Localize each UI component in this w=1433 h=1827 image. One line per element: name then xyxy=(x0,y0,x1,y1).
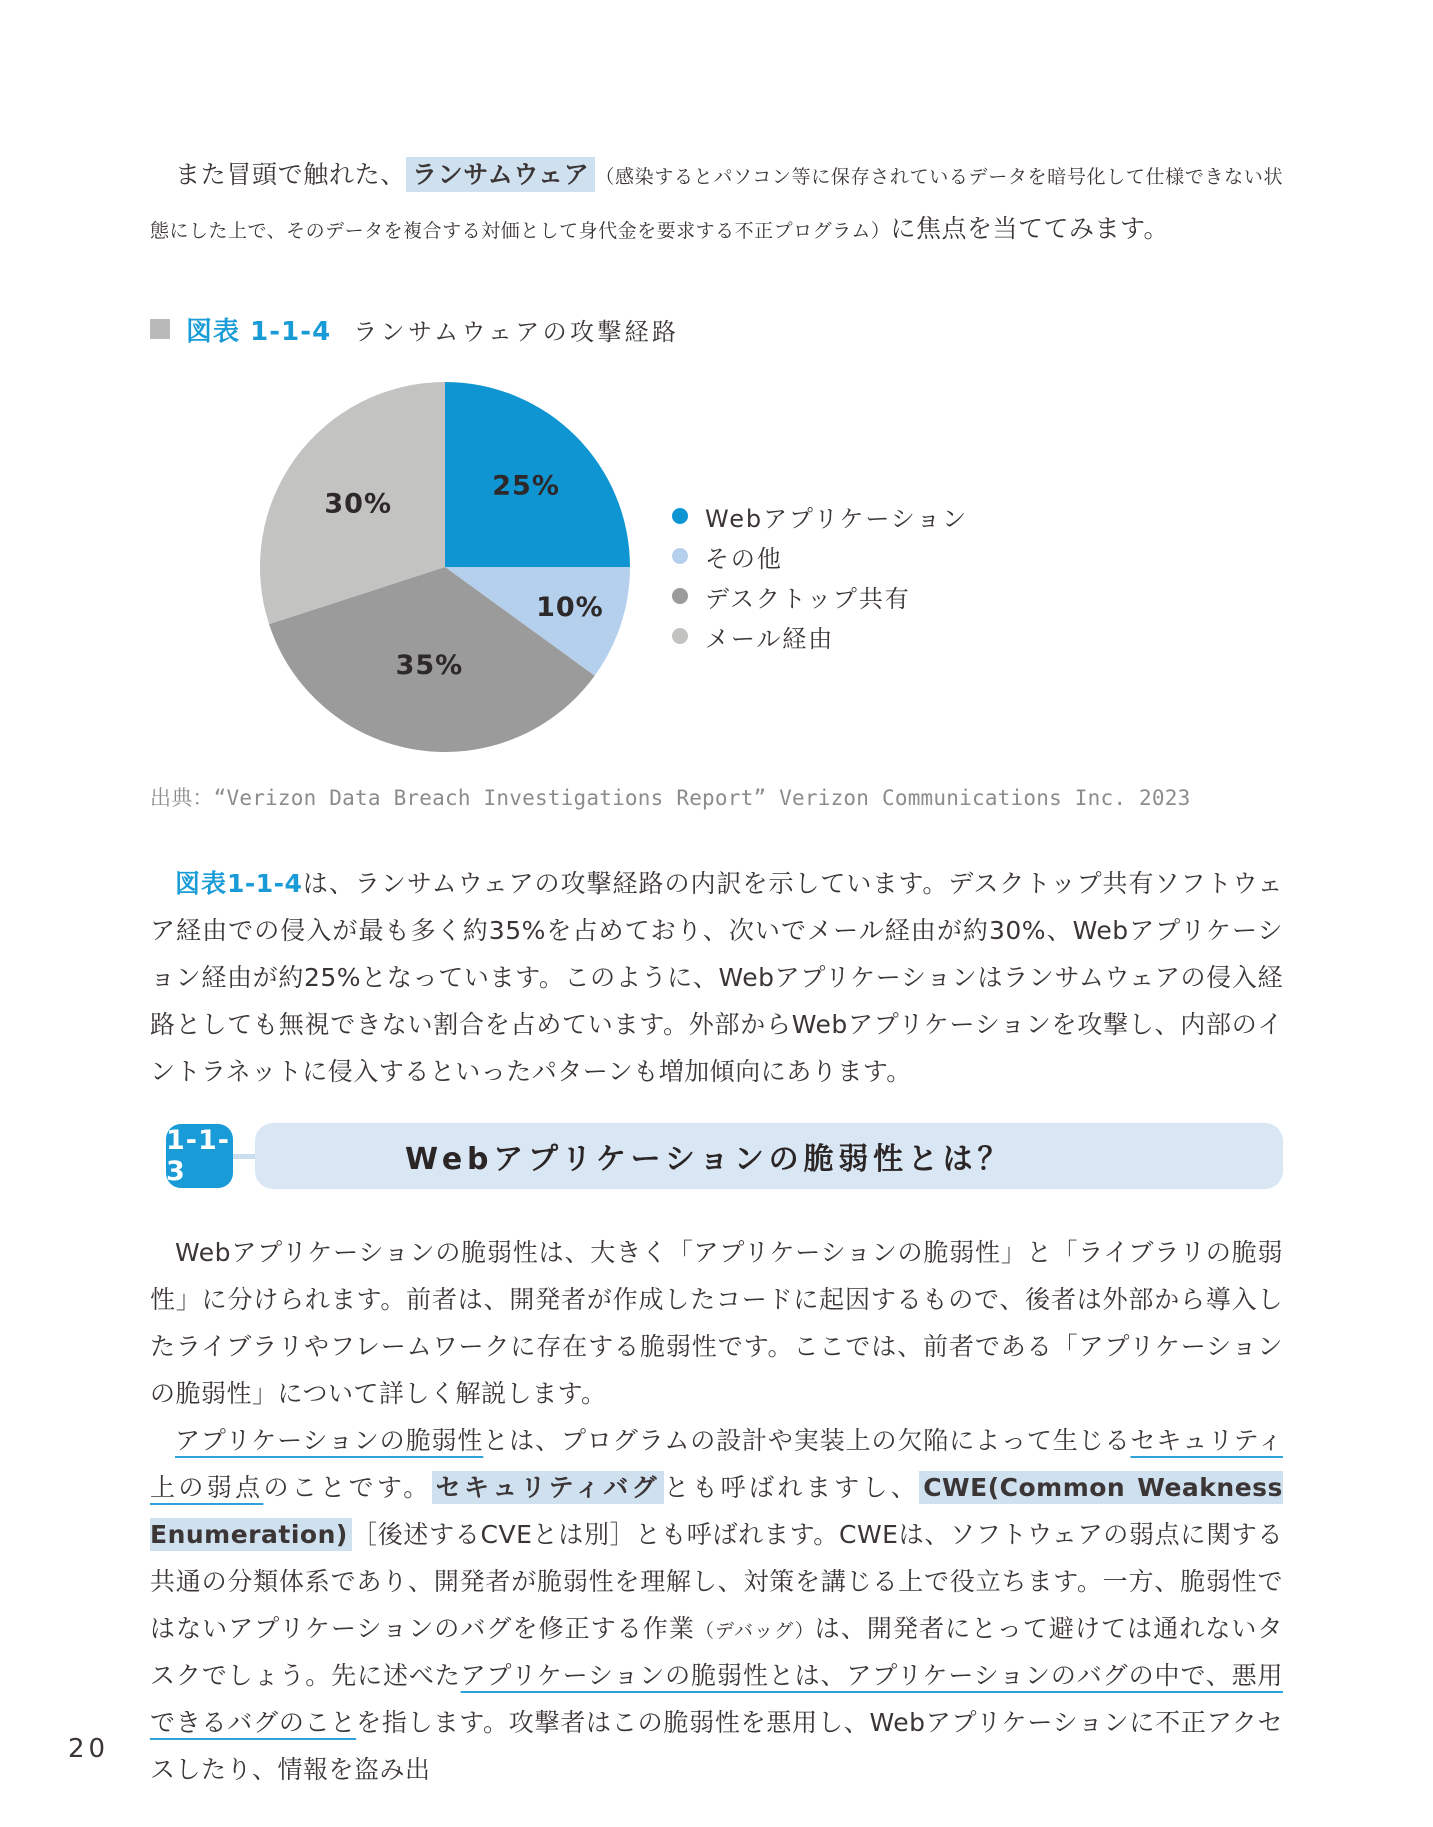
pie-slice-label-0: 25% xyxy=(492,470,560,502)
figure-caption xyxy=(150,312,1283,346)
intro-tail: に焦点を当ててみます。 xyxy=(890,214,1169,243)
p3-text-e: は、開発者にとって避けては通れないタスクでしょう。先に述べた xyxy=(150,1614,1283,1690)
legend-label: メール経由 xyxy=(705,624,835,653)
legend-label: その他 xyxy=(705,544,783,573)
debug-annotation: （デバッグ） xyxy=(694,1620,815,1642)
paragraph-application-vulnerability xyxy=(150,1417,1283,1793)
paragraph-vulnerability-types: Webアプリケーションの脆弱性は、大きく「アプリケーションの脆弱性」と「ライブラリの脆弱性」に分けられます。前者は、開発者が作成したコードに起因するもので、後者は外部から導入したライブラリやフレームワークに存在する脆弱性です。ここでは、前者である「アプリケーションの脆弱性」について詳しく解説します。 xyxy=(150,1238,1283,1408)
legend-dot-icon xyxy=(672,588,688,604)
p3-text-f: を指します。攻撃者はこの脆弱性を悪用し、Webアプリケーションに不正アクセスしたり、情報を盗み出 xyxy=(150,1708,1283,1784)
ransomware-term: ランサムウェア xyxy=(406,157,595,192)
ransomware-attack-route-pie-chart xyxy=(260,382,630,752)
legend-item xyxy=(672,496,968,536)
chart-legend xyxy=(672,496,968,656)
term-exploitable-bug: アプリケーションの脆弱性とは、アプリケーションのバグの中で、悪用できるバグのこと xyxy=(150,1661,1283,1737)
legend-dot-icon xyxy=(672,628,688,644)
figure-number: 図表 1-1-4 xyxy=(186,316,332,347)
section-title: Webアプリケーションの脆弱性とは？ xyxy=(405,1142,1013,1177)
p3-text-d: ［後述するCVEとは別］とも呼ばれます。CWEは、ソフトウェアの弱点に関する共通の分類体系であり、開発者が脆弱性を理解し、対策を講じる上で役立ちます。一方、脆弱性ではないアプリケーションのバグを修正する作業 xyxy=(150,1520,1283,1643)
legend-item xyxy=(672,576,968,616)
section-connector-line xyxy=(233,1154,255,1159)
term-security-weakness: セキュリティ上の弱点 xyxy=(150,1426,1283,1502)
pie-slice-label-3: 30% xyxy=(324,488,393,520)
legend-dot-icon xyxy=(672,548,688,564)
figure-title: ランサムウェアの攻撃経路 xyxy=(353,317,680,346)
p3-text-c: とも呼ばれますし、 xyxy=(663,1473,920,1502)
ransomware-annotation: （感染するとパソコン等に保存されているデータを暗号化して仕様できない状態にした上で、そのデータを複合する対価として身代金を要求する不正プログラム） xyxy=(150,166,1283,242)
section-header-1-1-3 xyxy=(150,1123,1283,1189)
legend-label: デスクトップ共有 xyxy=(705,584,911,613)
section-title-pill xyxy=(255,1123,1283,1189)
figure-source: 出典：“Verizon Data Breach Investigations Report” Verizon Communications Inc. 2023 xyxy=(150,786,1191,810)
page-number: 20 xyxy=(68,1734,110,1764)
term-cwe: CWE(Common Weakness Enumeration) xyxy=(150,1473,1283,1549)
legend-item xyxy=(672,616,968,656)
term-app-vulnerability: アプリケーションの脆弱性 xyxy=(175,1426,484,1455)
pie-slice-label-2: 35% xyxy=(395,650,464,682)
legend-label: Webアプリケーション xyxy=(705,504,969,533)
term-security-bug: セキュリティバグ xyxy=(432,1471,664,1504)
p3-text-b: のことです。 xyxy=(263,1473,432,1502)
figure-reference: 図表1-1-4 xyxy=(175,869,303,898)
intro-paragraph xyxy=(150,148,1283,256)
legend-item xyxy=(672,536,968,576)
pie-chart-figure xyxy=(150,368,1283,768)
section-number-badge: 1-1-3 xyxy=(166,1124,233,1188)
legend-dot-icon xyxy=(672,508,688,524)
p3-text-a: とは、プログラムの設計や実装上の欠陥によって生じる xyxy=(483,1426,1131,1455)
pie-slice-label-1: 10% xyxy=(536,592,604,624)
intro-lead: また冒頭で触れた、 xyxy=(175,160,406,189)
paragraph-attack-routes xyxy=(150,860,1283,1095)
figure-square-icon xyxy=(150,319,170,339)
paragraph-attack-routes-text: は、ランサムウェアの攻撃経路の内訳を示しています。デスクトップ共有ソフトウェア経由での侵入が最も多く約35%を占めており、次いでメール経由が約30%、Webアプリケーション経由が約25%となっています。このように、Webアプリケーションはランサムウェアの侵入経路としても無視できない割合を占めています。外部からWebアプリケーションを攻撃し、内部のイントラネットに侵入するといったパターンも増加傾向にあります。 xyxy=(150,869,1283,1086)
